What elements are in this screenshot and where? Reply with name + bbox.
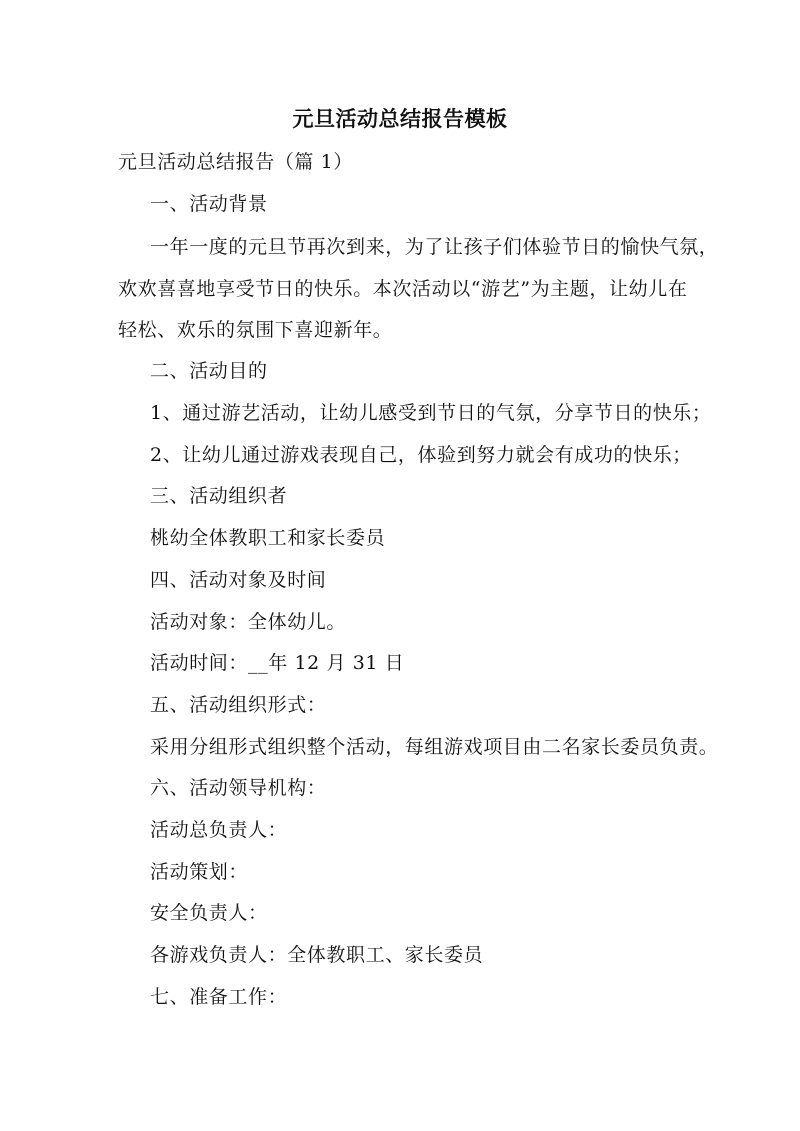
paragraph-line: 各游戏负责人：全体教职工、家长委员	[150, 944, 484, 966]
paragraph-line: 活动对象：全体幼儿。	[150, 611, 347, 633]
section-heading-preparation: 七、准备工作：	[150, 986, 288, 1008]
paragraph-line: 活动策划：	[150, 861, 249, 883]
paragraph-line: 桃幼全体教职工和家长委员	[150, 527, 386, 549]
section-heading-format: 五、活动组织形式：	[150, 694, 327, 716]
paragraph-line: 欢欢喜喜地享受节日的快乐。本次活动以“游艺”为主题，让幼儿在	[118, 278, 688, 300]
section-heading-organizer: 三、活动组织者	[150, 485, 288, 507]
section-heading-leadership: 六、活动领导机构：	[150, 777, 327, 799]
paragraph-line: 采用分组形式组织整个活动，每组游戏项目由二名家长委员负责。	[150, 736, 719, 758]
section-heading-purpose: 二、活动目的	[150, 360, 268, 382]
paragraph-line: 轻松、欢乐的氛围下喜迎新年。	[118, 319, 393, 341]
paragraph-line: 活动时间：__年 12 月 31 日	[150, 652, 405, 674]
paragraph-line: 活动总负责人：	[150, 819, 288, 841]
paragraph-line: 安全负责人：	[150, 902, 268, 924]
paragraph-line: 一年一度的元旦节再次到来，为了让孩子们体验节日的愉快气氛，	[150, 236, 719, 258]
section-heading-target-time: 四、活动对象及时间	[150, 569, 327, 591]
list-item: 2、让幼儿通过游戏表现自己，体验到努力就会有成功的快乐；	[150, 444, 692, 466]
document-title: 元旦活动总结报告模板	[292, 106, 508, 131]
report-subtitle: 元旦活动总结报告（篇 1）	[118, 151, 353, 173]
section-heading-background: 一、活动背景	[150, 193, 268, 215]
list-item: 1、通过游艺活动，让幼儿感受到节日的气氛，分享节日的快乐；	[150, 402, 712, 424]
